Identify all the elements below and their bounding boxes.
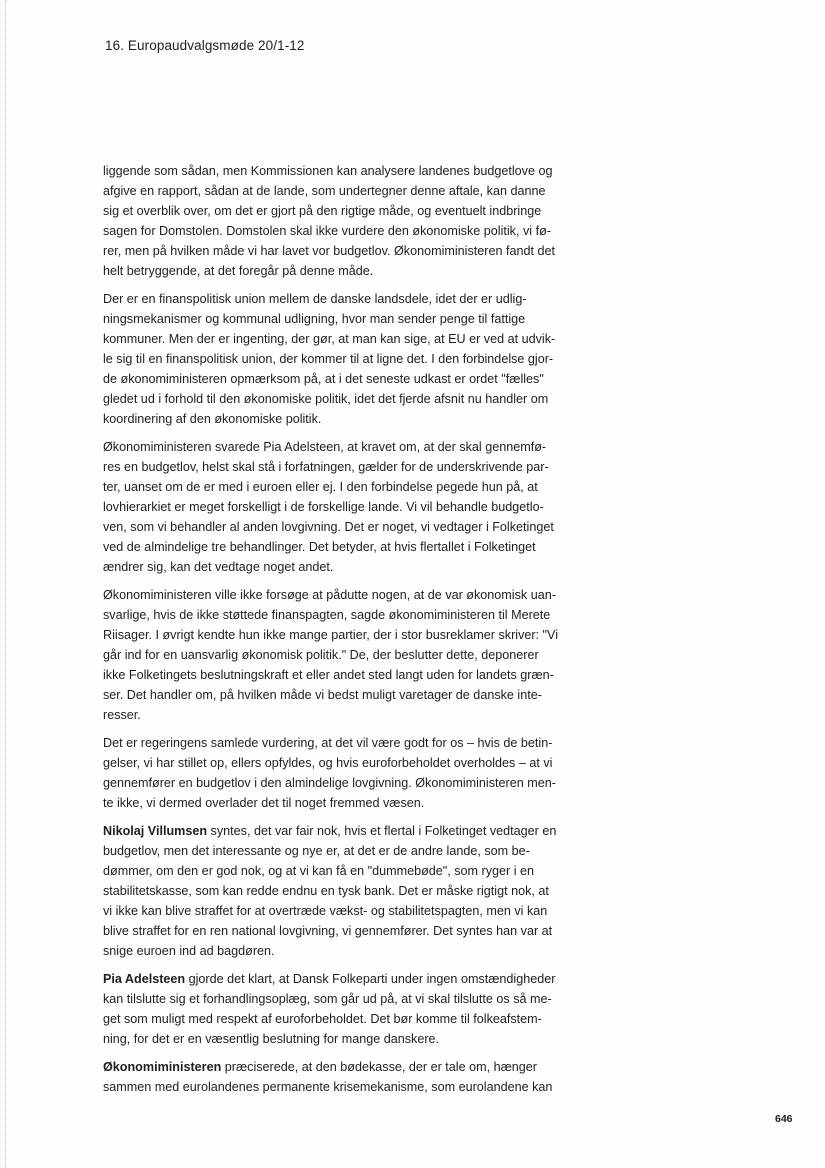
- text-line: [103, 705, 597, 725]
- text-line: [103, 437, 597, 457]
- paragraph: [103, 437, 597, 577]
- text-line: [103, 409, 597, 429]
- line-text: ningsmekanismer og kommunal udligning, hvor man sender penge til fattige: [103, 312, 526, 326]
- line-text: kan tilslutte sig et forhandlingsoplæg, som går ud på, at vi skal tilslutte os så me-: [103, 992, 552, 1006]
- minutes-body: [103, 161, 597, 1105]
- text-line: [103, 261, 597, 281]
- text-line: [103, 941, 597, 961]
- line-text: Der er en finanspolitisk union mellem de danske landsdele, idet der er udlig-: [103, 292, 527, 306]
- text-line: [103, 329, 597, 349]
- line-text: Økonomiministeren svarede Pia Adelsteen, at kravet om, at der skal gennemfø-: [103, 440, 547, 454]
- text-line: [103, 289, 597, 309]
- text-line: [103, 557, 597, 577]
- text-line: [103, 537, 597, 557]
- line-text: le sig til en finanspolitisk union, der kommer til at ligne det. I den forbindelse gjor-: [103, 352, 554, 366]
- paragraph: [103, 969, 597, 1049]
- text-line: [103, 685, 597, 705]
- speaker-name: Nikolaj Villumsen: [103, 824, 208, 838]
- text-line: [103, 645, 597, 665]
- line-text: lovhierarkiet er meget forskelligt i de forskellige lande. Vi vil behandle budgetlo-: [103, 500, 544, 514]
- line-text: kommuner. Men der er ingenting, der gør, at man kan sige, at EU er ved at udvik-: [103, 332, 556, 346]
- text-line: [103, 181, 597, 201]
- line-text: ter, uanset om de er med i euroen eller ej. I den forbindelse pegede hun på, at: [103, 480, 538, 494]
- text-line: [103, 665, 597, 685]
- text-line: [103, 1009, 597, 1029]
- text-line: [103, 241, 597, 261]
- text-line: [103, 477, 597, 497]
- text-line: [103, 881, 597, 901]
- text-line: [103, 901, 597, 921]
- line-text: syntes, det var fair nok, hvis et flertal i Folketinget vedtager en: [207, 824, 557, 838]
- text-line: [103, 733, 597, 753]
- line-text: sig et overblik over, om det er gjort på den rigtige måde, og eventuelt indbringe: [103, 204, 542, 218]
- line-text: Riisager. I øvrigt kendte hun ikke mange partier, der i stor busreklamer skriver: "Vi: [103, 628, 558, 642]
- line-text: ven, som vi behandler al anden lovgivning. Det er noget, vi vedtager i Folketinget: [103, 520, 554, 534]
- text-line: [103, 793, 597, 813]
- line-text: snige euroen ind ad bagdøren.: [103, 944, 275, 958]
- speaker-name: Pia Adelsteen: [103, 972, 186, 986]
- line-text: svarlige, hvis de ikke støttede finanspagten, sagde økonomiministeren til Merete: [103, 608, 551, 622]
- paragraph: [103, 289, 597, 429]
- paragraph: [103, 733, 597, 813]
- line-text: get som muligt med respekt af euroforbeholdet. Det bør komme til folkeafstem-: [103, 1012, 542, 1026]
- line-text: ning, for det er en væsentlig beslutning for mange danskere.: [103, 1032, 440, 1046]
- text-line: [103, 161, 597, 181]
- line-text: ser. Det handler om, på hvilken måde vi bedst muligt varetager de danske inte-: [103, 688, 542, 702]
- line-text: ved de almindelige tre behandlinger. Det betyder, at hvis flertallet i Folketinget: [103, 540, 536, 554]
- line-text: res en budgetlov, helst skal stå i forfatningen, gælder for de underskrivende par-: [103, 460, 549, 474]
- line-text: sammen med eurolandenes permanente krisemekanisme, som eurolandene kan: [103, 1080, 553, 1094]
- text-line: [103, 921, 597, 941]
- text-line: [103, 753, 597, 773]
- text-line: [103, 841, 597, 861]
- line-text: helt betryggende, at det foregår på denne måde.: [103, 264, 374, 278]
- line-text: liggende som sådan, men Kommissionen kan analysere landenes budgetlove og: [103, 164, 553, 178]
- line-text: gjorde det klart, at Dansk Folkeparti under ingen omstændigheder: [185, 972, 556, 986]
- text-line: [103, 773, 597, 793]
- text-line: [103, 989, 597, 1009]
- text-line: [103, 349, 597, 369]
- line-text: dømmer, om den er god nok, og at vi kan få en "dummebøde", som ryger i en: [103, 864, 535, 878]
- text-line: [103, 1077, 597, 1097]
- text-line: [103, 369, 597, 389]
- line-text: går ind for en uansvarlig økonomisk politik." De, der beslutter dette, deponerer: [103, 648, 539, 662]
- line-text: budgetlov, men det interessante og nye er, at det er de andre lande, som be-: [103, 844, 530, 858]
- line-text: ændrer sig, kan det vedtage noget andet.: [103, 560, 334, 574]
- line-text: Økonomiministeren ville ikke forsøge at pådutte nogen, at de var økonomisk uan-: [103, 588, 556, 602]
- paragraph: [103, 161, 597, 281]
- text-line: [103, 1029, 597, 1049]
- line-text: sagen for Domstolen. Domstolen skal ikke vurdere den økonomiske politik, vi fø-: [103, 224, 551, 238]
- line-text: resser.: [103, 708, 141, 722]
- text-line: [103, 861, 597, 881]
- line-text: gledet ud i forhold til den økonomiske politik, idet det fjerde afsnit nu handler om: [103, 392, 549, 406]
- text-line: [103, 585, 597, 605]
- text-line: [103, 1057, 597, 1077]
- paragraph: [103, 1057, 597, 1097]
- text-line: [103, 221, 597, 241]
- line-text: de økonomiministeren opmærksom på, at i det seneste udkast er ordet "fælles": [103, 372, 544, 386]
- line-text: koordinering af den økonomiske politik.: [103, 412, 322, 426]
- line-text: Det er regeringens samlede vurdering, at det vil være godt for os – hvis de betin-: [103, 736, 553, 750]
- paragraph: [103, 585, 597, 725]
- text-line: [103, 457, 597, 477]
- line-text: stabilitetskasse, som kan redde endnu en tysk bank. Det er måske rigtigt nok, at: [103, 884, 549, 898]
- line-text: te ikke, vi dermed overlader det til noget fremmed væsen.: [103, 796, 425, 810]
- line-text: gelser, vi har stillet op, ellers opfyldes, og hvis euroforbeholdet overholdes – at vi: [103, 756, 553, 770]
- text-line: [103, 517, 597, 537]
- line-text: gennemfører en budgetlov i den almindelige lovgivning. Økonomiministeren men-: [103, 776, 556, 790]
- speaker-name: Økonomiministeren: [103, 1060, 222, 1074]
- page-header: 16. Europaudvalgsmøde 20/1-12: [105, 38, 305, 53]
- line-text: vi ikke kan blive straffet for at overtræde vækst- og stabilitetspagten, men vi kan: [103, 904, 548, 918]
- text-line: [103, 201, 597, 221]
- paragraph: [103, 821, 597, 961]
- line-text: præciserede, at den bødekasse, der er tale om, hænger: [221, 1060, 537, 1074]
- text-line: [103, 389, 597, 409]
- line-text: afgive en rapport, sådan at de lande, som undertegner denne aftale, kan danne: [103, 184, 546, 198]
- text-line: [103, 309, 597, 329]
- text-line: [103, 497, 597, 517]
- text-line: [103, 605, 597, 625]
- text-line: [103, 625, 597, 645]
- line-text: rer, men på hvilken måde vi har lavet vor budgetlov. Økonomiministeren fandt det: [103, 244, 555, 258]
- scan-edge-line: [5, 0, 6, 1168]
- line-text: ikke Folketingets beslutningskraft et eller andet sted langt uden for landets græn-: [103, 668, 554, 682]
- line-text: blive straffet for en ren national lovgivning, vi gennemfører. Det syntes han var at: [103, 924, 553, 938]
- text-line: [103, 969, 597, 989]
- page-number: 646: [775, 1113, 793, 1125]
- text-line: [103, 821, 597, 841]
